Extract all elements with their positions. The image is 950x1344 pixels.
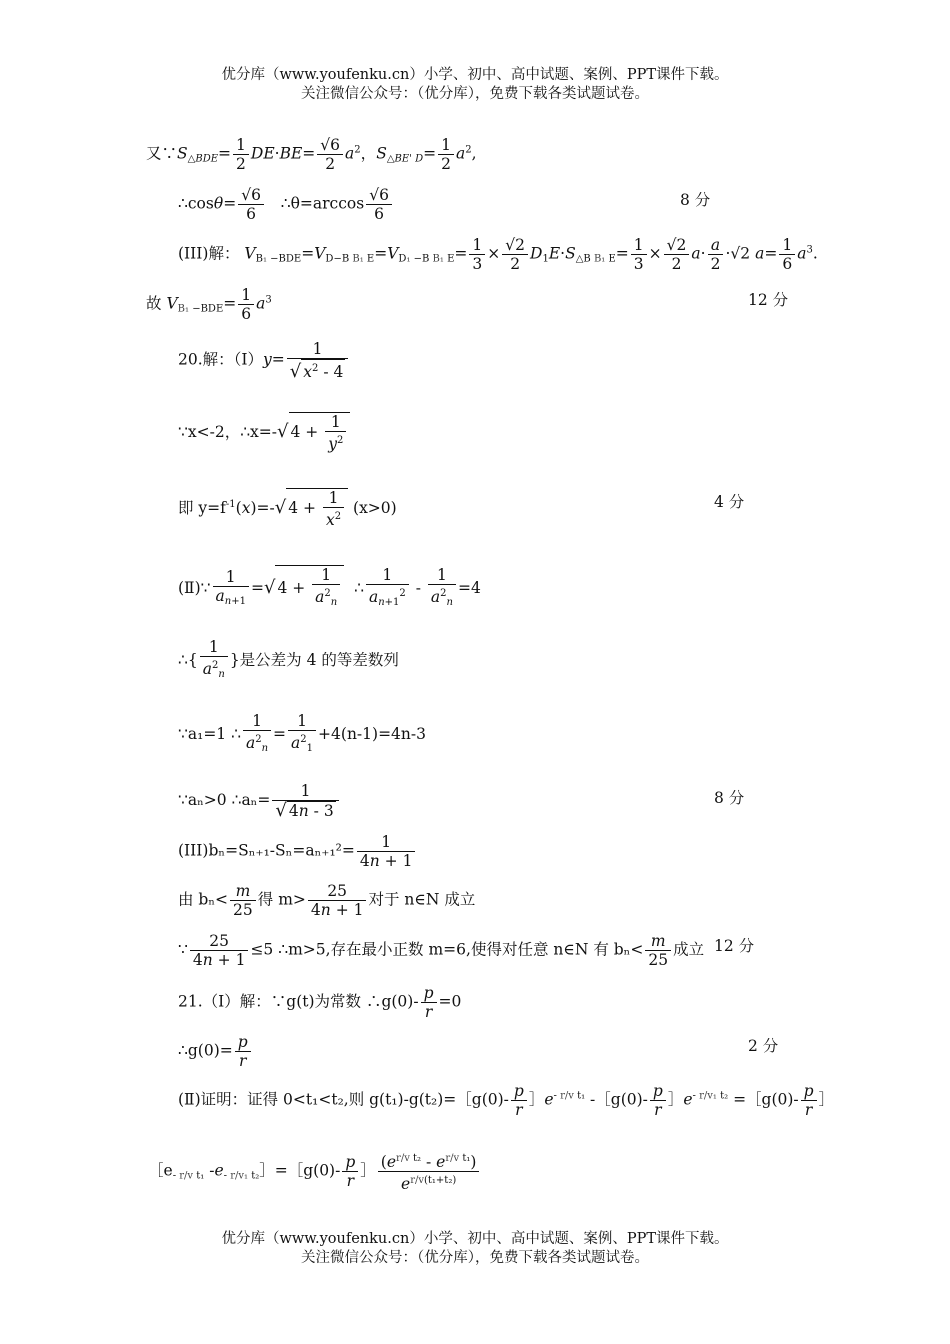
score-8-first: 8 分	[680, 191, 711, 209]
q20-part2: (Ⅱ)∵ $\frac{1}{a_{n+1}}$ =√ 4 + $\frac{1}{a^2_n}$ ∴ $\frac{1}{a_{n+1}^2}$ - $\frac{1}{a^2_n}$ =4	[178, 565, 481, 612]
q20-arith-seq: ∴{ $\frac{1}{a^2_n}$ }是公差为 4 的等差数列	[178, 638, 399, 680]
cos-line: ∴cosθ= $\frac{√6}{6}$ ∴θ=arccos $\frac{√6}{6}$	[178, 186, 394, 223]
area-formula-line: 又$\because S_{\triangle BDE}=$ $\frac{1}{2}$ DE·BE= $\frac{√6}{2}$ $a^2$，$S_{\triangle BE' D}=$ $\frac{1}{2}$ $a^2$,	[146, 136, 477, 173]
q20-solve-x: ∵x<-2，∴x=-√ 4 + $\frac{1}{y^2}$	[178, 412, 350, 453]
q21-g0: ∴g(0)= $\frac{p}{r}$	[178, 1033, 253, 1070]
score-12-first: 12 分	[748, 291, 789, 309]
page-header-line-2: 关注微信公众号：（优分库），免费下载各类试题试卷。	[301, 86, 649, 102]
score-2: 2 分	[748, 1037, 779, 1055]
score-12-second: 12 分	[714, 937, 755, 955]
page-header-line-1: 优分库（www.youfenku.cn）小学、初中、高中试题、案例、PPT课件下载。	[221, 67, 729, 83]
q20-part3: (III)bₙ=Sₙ₊₁-Sₙ=aₙ₊₁²= $\frac{1}{4n + 1}$	[178, 833, 417, 870]
you-because: 又∵	[146, 144, 178, 163]
score-8-second: 8 分	[714, 789, 745, 807]
q21-part1: 21.（Ⅰ）解：∵g(t)为常数 ∴g(0)- $\frac{p}{r}$ =0	[178, 984, 462, 1021]
score-4: 4 分	[714, 493, 745, 511]
q21-part2: (Ⅱ)证明：证得 0<t₁<t₂,则 g(t₁)-g(t₂)=［g(0)- $\frac{p}{r}$ $]e^{- r/v t_1}$ -［g(0)- $\frac{p}{r}$ $]e^{- r/v_1 t_2}$ =［g(0)- $\frac{p}{r}$ ］	[178, 1082, 835, 1119]
volume-conclusion: 故 $V_{B_1 -BDE}=$ $\frac{1}{6}$ $a^3$	[146, 286, 272, 323]
q21-part2-cont: $[e_{- r/v t_1}$ $-e_{- r/v_1 t_2}]=[g(0)-$ $\frac{p}{r}$ ］ $\frac{(e^{r/v t_2} - e^{r/v t_1})}{e^{r/v(t_1+t_2)}}$	[148, 1150, 481, 1193]
q20-condition: 由 bₙ< $\frac{m}{25}$ 得 m> $\frac{25}{4n + 1}$ 对于 n∈N 成立	[178, 882, 476, 919]
q20-general-term: ∵a₁=1 ∴ $\frac{1}{a^2_n}$ = $\frac{1}{a^2_1}$ +4(n-1)=4n-3	[178, 712, 427, 754]
q20-an: ∵aₙ>0 ∴aₙ= $\frac{1}{√ 4n - 3}$	[178, 782, 341, 820]
q20-conclusion: ∵ $\frac{25}{4n + 1}$ ≤5 ∴m>5,存在最小正数 m=6,使得对任意 n∈N 有 bₙ< $\frac{m}{25}$ 成立	[178, 932, 705, 969]
page-footer-line-1: 优分库（www.youfenku.cn）小学、初中、高中试题、案例、PPT课件下载。	[221, 1231, 729, 1247]
q20-part1: 20.解：（Ⅰ）y= $\frac{1}{√ x^2 - 4}$	[178, 340, 350, 381]
q20-inverse: 即 $y=f^{-1}(x)=-√$ 4 + $\frac{1}{x^2}$ (x>0)	[178, 489, 397, 529]
volume-line: (III)解： $V_{B_1 -BDE}=V_{D-B B_1 E}=V_{D_1 -B B_1 E}=$ $\frac{1}{3}$ × $\frac{√2}{2}$ $D_1E\cdot S_{\triangle B B_1 E}=$ $\frac{1}{3}$ × $\frac{√2}{2}$ a· $\frac{a}{2}$ ·√2 a= $\frac{1}{6}$ $a^3$.	[178, 236, 818, 273]
page-footer-line-2: 关注微信公众号：（优分库），免费下载各类试题试卷。	[301, 1250, 649, 1266]
